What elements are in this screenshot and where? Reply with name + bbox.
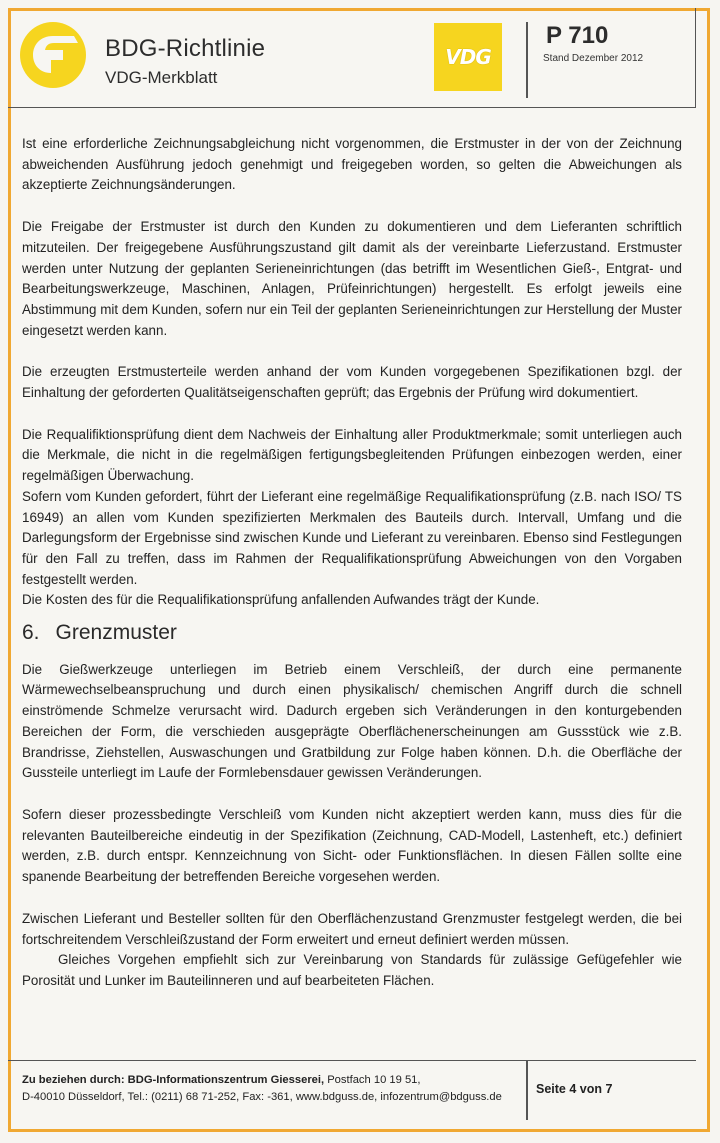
paragraph: Die Freigabe der Erstmuster ist durch den Kunden zu dokumentieren und dem Lieferanten schriftlich mitzuteilen. Der freigegebene Ausführungszustand gilt damit als der vereinbarte Lieferzustand. Erstmuster werden unter Nutzung der geplanten Serieneinrichtungen (das betrifft im Wesentlichen Gieß-, Entgrat- und Bearbeitungswerkzeuge, Maschinen, Anlagen, Prüfeinrichtungen) hergestellt. Es erfolgt jeweils eine Abstimmung mit dem Kunden, sofern nur ein Teil der geplanten Serieneinrichtungen zur Herstellung der Muster eingesetzt werden kann.	[22, 219, 682, 338]
header-divider	[526, 22, 528, 98]
document-date: Stand Dezember 2012	[543, 53, 644, 64]
document-subtitle: VDG-Merkblatt	[105, 68, 218, 87]
footer-address: D-40010 Düsseldorf, Tel.: (0211) 68 71-252, Fax: -361, www.bdguss.de, infozentrum@bdguss.de	[22, 1091, 502, 1103]
page-number: Seite 4 von 7	[536, 1082, 613, 1096]
paragraph: Sofern vom Kunden gefordert, führt der Lieferant eine regelmäßige Requalifikationsprüfung (z.B. nach ISO/ TS 16949) an allen vom Kunden spezifizierten Merkmalen des Bauteils durch. Intervall, Umfang und die Darlegungsform der Ergebnisse sind zwischen Kunde und Lieferant zu vereinbaren. Ebenso sind Festlegungen für den Fall zu treffen, dass im Rahmen der Requalifikationsprüfung Abweichungen von den Vorgaben festgestellt werden.	[22, 488, 682, 587]
section-title: Grenzmuster	[55, 621, 177, 645]
paragraph: Ist eine erforderliche Zeichnungsabgleichung nicht vorgenommen, die Erstmuster in der von der Zeichnung abweichenden Ausführung jedoch genehmigt und freigegeben worden, so gelten die Abweichungen als akzeptierte Zeichnungsänderungen.	[22, 136, 682, 193]
paragraph: Zwischen Lieferant und Besteller sollten für den Oberflächenzustand Grenzmuster festgelegt werden, die bei fortschreitendem Verschleißzustand der Form erweitert und erneut definiert werden müssen.	[22, 910, 682, 947]
paragraph: Die Kosten des für die Requalifikationsprüfung anfallenden Aufwandes trägt der Kunde.	[22, 592, 540, 608]
paragraph: Die erzeugten Erstmusterteile werden anhand der vom Kunden vorgegebenen Spezifikationen bzgl. der Einhaltung der geforderten Qualitätseigenschaften geprüft; das Ergebnis der Prüfung wird dokumentiert.	[22, 364, 682, 401]
vdg-logo	[434, 23, 502, 91]
document-title: BDG-Richtlinie	[105, 35, 266, 62]
footer-divider	[8, 1060, 696, 1061]
paragraph: Sofern dieser prozessbedingte Verschleiß vom Kunden nicht akzeptiert werden kann, muss dies für die relevanten Bauteilbereiche eindeutig in der Spezifikation (Zeichnung, CAD-Modell, Lastenheft, etc.) definiert werden, z.B. durch entspr. Kennzeichnung von Sicht- oder Funktionsflächen. In diesen Fällen sollte eine spanende Bearbeitung der betreffenden Bereiche vorgesehen werden.	[22, 806, 682, 885]
document-body	[22, 134, 682, 992]
footer-postfach: Postfach 10 19 51,	[324, 1074, 421, 1086]
bdg-logo-icon	[18, 20, 88, 90]
document-code: P 710	[546, 22, 609, 49]
footer-vertical-divider	[526, 1060, 528, 1120]
section-number: 6.	[22, 621, 40, 645]
vdg-logo-text: VDG	[445, 45, 491, 69]
footer-contact	[22, 1072, 522, 1106]
paragraph: Die Requalifiktionsprüfung dient dem Nachweis der Einhaltung aller Produktmerkmale; somit unterliegen auch die Merkmale, die nicht in die regelmäßigen fertigungsbegleitenden Prüfungen einbezogen werden, einer regelmäßigen Überwachung.	[22, 426, 682, 484]
section-heading	[22, 623, 682, 644]
footer-bold-prefix: Zu beziehen durch: BDG-Informationszentrum Giesserei,	[22, 1074, 325, 1086]
document-header	[8, 8, 696, 108]
paragraph: Gleiches Vorgehen empfiehlt sich zur Vereinbarung von Standards für zulässige Gefügefehler wie Porosität und Lunker im Bauteilinneren und auf bearbeiteten Flächen.	[22, 952, 682, 988]
paragraph: Die Gießwerkzeuge unterliegen im Betrieb einem Verschleiß, der durch eine permanente Wärmewechselbeanspruchung und durch einen physikalisch/ chemischen Angriff durch die schnell einströmende Schmelze verursacht wird. Dadurch ergeben sich Veränderungen in den konturgebenden Bereichen der Form, die verschieden ausgeprägte Oberflächenerscheinungen am Gussstück wie z.B. Brandrisse, Ziehstellen, Auswaschungen und Gratbildung zur Folge haben können. D.h. die Oberfläche der Gussteile unterliegt im Laufe der Formlebensdauer gewissen Veränderungen.	[22, 661, 682, 781]
